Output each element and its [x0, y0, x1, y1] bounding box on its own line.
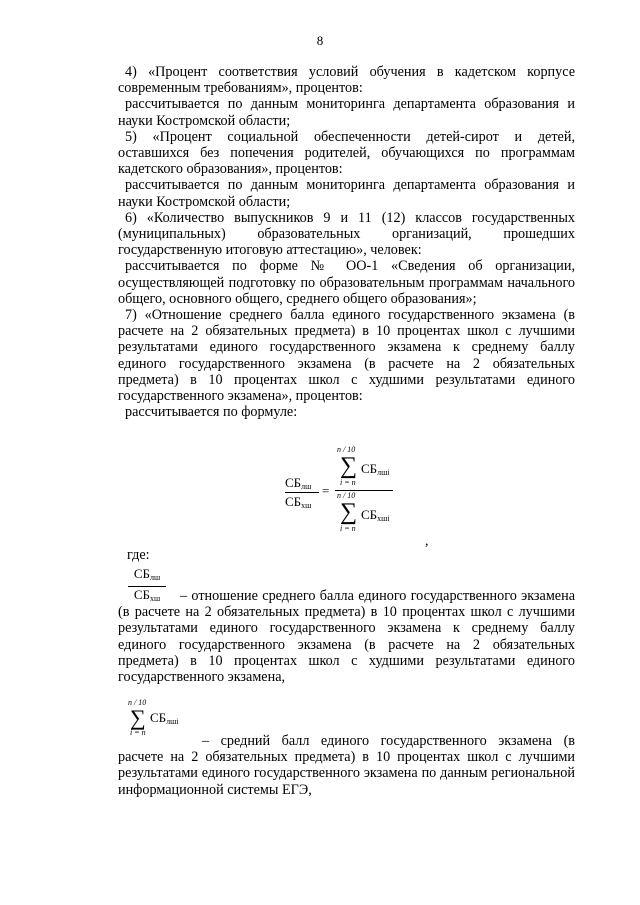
paragraph: рассчитывается по форме № ОО-1 «Сведения об организации, осуществляющей подготовку по образовательным программам начального общего, основного общего, среднего общего образования»; [118, 258, 575, 307]
formula-comma: , [425, 534, 429, 549]
definition-text: – отношение среднего балла единого государственного экзамена (в расчете на 2 обязательных предмета) в 10 процентах школ с лучшими результатами единого государственного экзамена к среднему баллу единого государственного экзамена (в расчете на 2 обязательных предмета) в 10 процентах школ с худшими результатами единого государственного экзамена, [118, 588, 575, 686]
definition-text: – средний балл единого государственного экзамена (в расчете на 2 обязательных предмета) в 10 процентах школ с лучшими результатами единого государственного экзамена по данным региональной информационной системы ЕГЭ, [118, 733, 575, 798]
paragraph: 4) «Процент соответствия условий обучения в кадетском корпусе современным требованиям», процентов: [118, 64, 575, 97]
sigma-icon: ∑ [340, 453, 358, 479]
sum-upper-limit: n / 10 [337, 491, 356, 500]
paragraph: 5) «Процент социальной обеспеченности детей-сирот и детей, оставшихся без попечения родителей, обучающихся по программам кадетского образования», процентов: [118, 128, 575, 178]
paragraph: 6) «Количество выпускников 9 и 11 (12) классов государственных (муниципальных) образовательных организаций, прошедших государственную итоговую аттестацию», человек: [118, 209, 575, 259]
sum-upper-limit: n / 10 [128, 698, 147, 707]
sigma-icon: ∑ [130, 705, 146, 730]
body-text [118, 64, 575, 420]
paragraph: рассчитывается по данным мониторинга департамента образования и науки Костромской области; [118, 96, 575, 129]
fraction-bar [285, 492, 319, 493]
formula-rhs-numerator: $СБ_{лшi}$ [361, 461, 390, 477]
equals-sign: = [322, 483, 330, 498]
formula-rhs-denominator: $СБ_{хшi}$ [361, 507, 390, 523]
paragraph: рассчитывается по данным мониторинга департамента образования и науки Костромской области; [118, 177, 575, 210]
where-label: где: [127, 547, 150, 563]
formula [285, 446, 415, 546]
definition-sum-term: $СБ_{лшi}$ [150, 710, 179, 726]
definition-term-fraction: $СБ_{лш}$ $СБ_{хш}$ [128, 567, 166, 606]
sum-lower-limit: i = n [340, 524, 356, 533]
paragraph: рассчитывается по формуле: [125, 404, 298, 421]
sum-lower-limit: i = n [340, 478, 356, 487]
sum-upper-limit: n / 10 [337, 445, 356, 454]
sum-lower-limit: i = n [130, 728, 146, 737]
page-number: 8 [316, 33, 324, 48]
paragraph: 7) «Отношение среднего балла единого государственного экзамена (в расчете на 2 обязательных предмета) в 10 процентах школ с лучшими результатами единого государственного экзамена к среднему баллу единого государственного экзамена (в расчете на 2 обязательных предмета) в 10 процентах школ с худшими результатами единого государственного экзамена», процентов: [118, 307, 575, 405]
formula-lhs-numerator: $СБ_{лш}$ [285, 475, 312, 491]
sigma-icon: ∑ [340, 499, 358, 525]
formula-lhs-denominator: $СБ_{хш}$ [285, 494, 312, 510]
